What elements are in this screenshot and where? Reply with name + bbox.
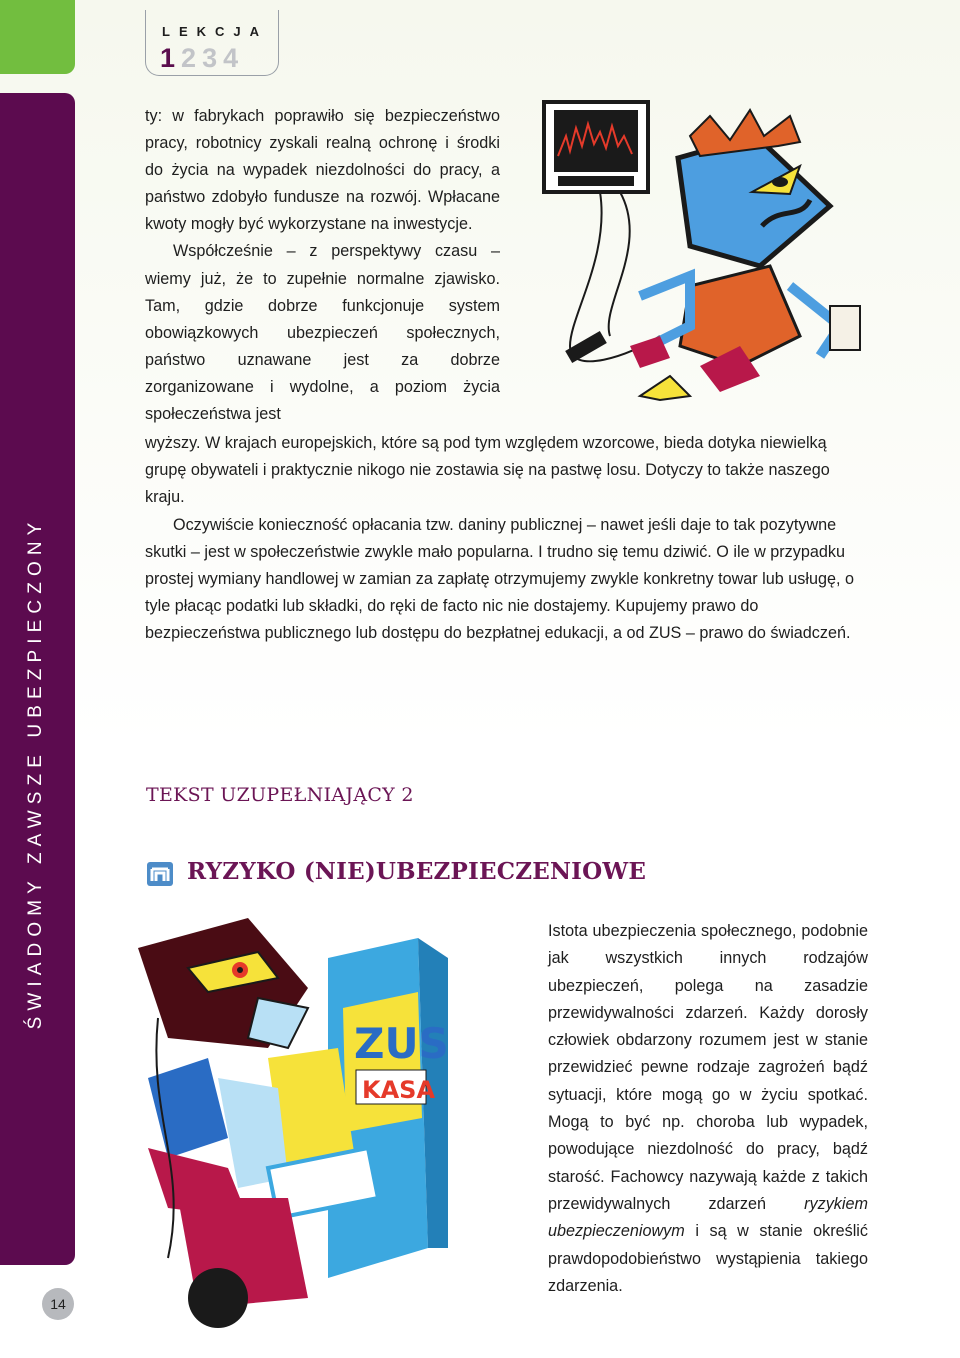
lesson-number-2: 2 xyxy=(181,43,203,73)
italic-term: ryzykiem ubezpieczeniowym xyxy=(548,1194,868,1241)
lesson-number-1: 1 xyxy=(160,43,182,73)
supplementary-text-label: TEKST UZUPEŁNIAJĄCY 2 xyxy=(146,784,414,806)
paragraph: wyższy. W krajach europejskich, które są pod tym względem wzorcowe, bieda dotyka niewielką grupę obywateli i praktycznie nikogo nie zostawia się na pastwę losu. Dotyczy to także naszego kraju. xyxy=(145,434,830,507)
paragraph: ty: w fabrykach poprawiło się bezpieczeństwo pracy, robotnicy zyskali realną ochronę i środki do życia na wypadek niezdolności do pracy, a państwo zdobyło fundusze na rozwój. Wpłacane kwoty mogły być wykorzystane na inwestycje. xyxy=(145,107,500,234)
lesson-number-3: 3 xyxy=(202,43,224,73)
zus-kasa-illustration xyxy=(128,918,458,1330)
top-text-column xyxy=(145,103,500,428)
lesson-numbers xyxy=(160,43,244,74)
kasa-label: KASA xyxy=(362,1076,436,1104)
green-corner-tab xyxy=(0,0,75,74)
lesson-number-4: 4 xyxy=(223,43,245,73)
page-number: 14 xyxy=(42,1288,74,1320)
computer-character-illustration xyxy=(540,96,870,402)
paragraph: Oczywiście konieczność opłacania tzw. daniny publicznej – nawet jeśli daje to tak pozytywne skutki – jest w społeczeństwie zwykle mało popularna. I trudno się temu dziwić. O ile w przypadku prostej wymiany handlowej w zamian za zapłatę otrzymujemy zwykle konkretny towar lub usługę, o tyle płacąc podatki lub składki, do ręki de facto nic nie dostajemy. Kupujemy prawo do bezpieczeństwa publicznego lub dostępu do bezpłatnej edukacji, a od ZUS – prawo do świadczeń. xyxy=(145,515,854,643)
sidebar-title: ŚWIADOMY ZAWSZE UBEZPIECZONY xyxy=(25,516,46,1030)
full-width-text xyxy=(145,430,870,648)
paragraph-text: i są w stanie określić prawdopodobieństwo wystąpienia takiego zdarzenia. xyxy=(548,1222,868,1295)
lesson-label: LEKCJA xyxy=(162,24,269,39)
paragraph-text: Istota ubezpieczenia społecznego, podobnie jak wszystkich innych rodzajów ubezpieczeń, polega na zasadzie przewidywalności zdarzeń. Każdy dorosły człowiek obdarzony rozumem jest w stanie przewidzieć pewne rodzaje zagrożeń bądź sytuacji, które mogą go w życiu spotkać. Mogą to być np. choroba lub wypadek, powodujące niezdolność do pracy, bądź starość. Fachowcy nazywają każde z takich przewidywalnych zdarzeń xyxy=(548,922,868,1213)
zus-label: ZUS xyxy=(354,1019,449,1068)
lesson-indicator xyxy=(145,10,279,76)
book-icon xyxy=(146,861,174,887)
section-title: RYZYKO (NIE)UBEZPIECZENIOWE xyxy=(187,858,647,885)
sidebar-bar xyxy=(0,93,75,1265)
paragraph: Współcześnie – z perspektywy czasu – wiemy już, że to zupełnie normalne zjawisko. Tam, gdzie dobrze funkcjonuje system obowiązkowych ubezpieczeń społecznych, państwo uznawane jest za dobrze zorganizowane i wydolne, a poziom życia społeczeństwa jest xyxy=(145,242,500,424)
right-text-column xyxy=(548,918,868,1300)
paragraph xyxy=(548,918,868,1300)
